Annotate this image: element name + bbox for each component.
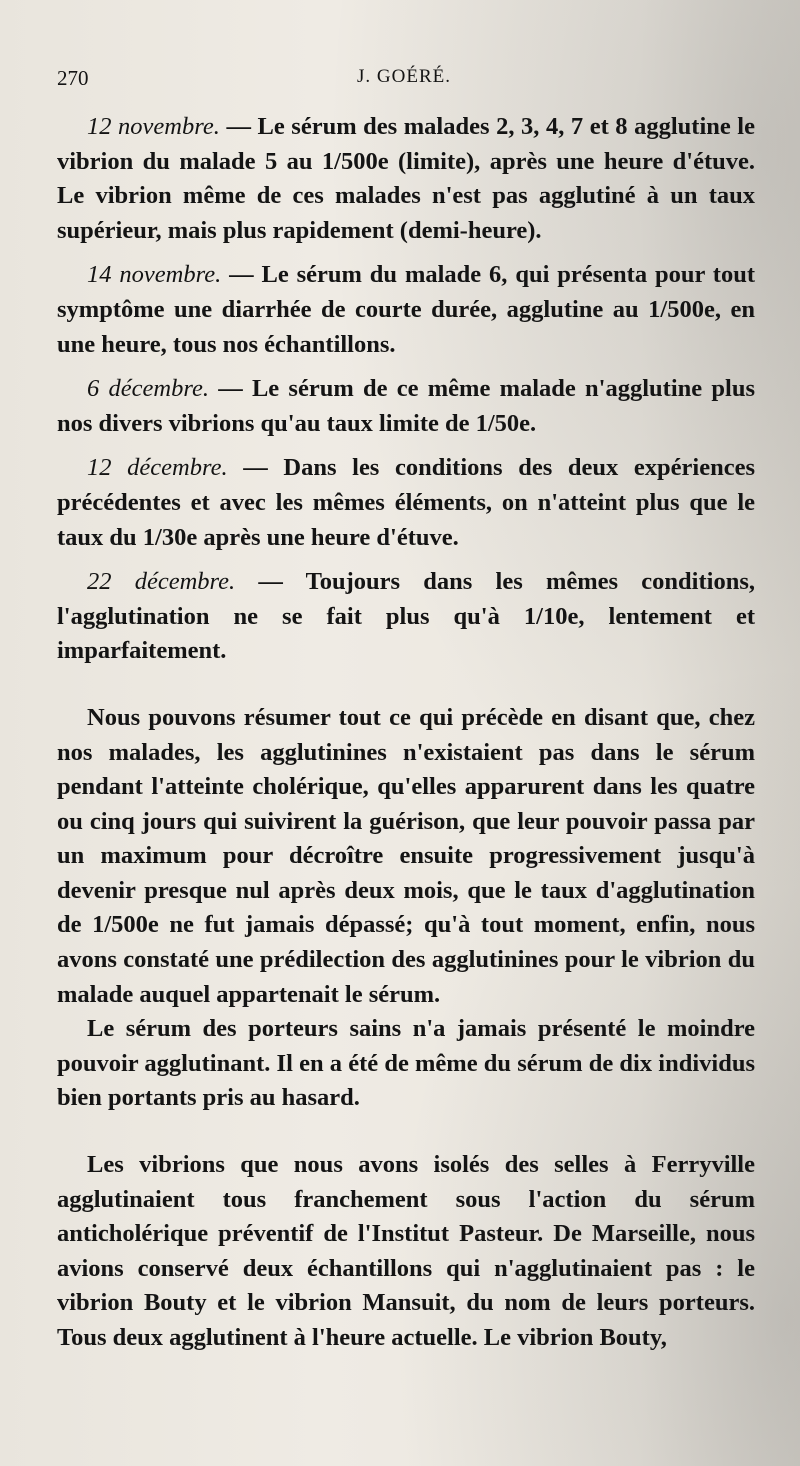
summary-paragraph: Nous pouvons résumer tout ce qui précède en disant que, chez nos malades, les agglutinines n'existaient pas dans le sérum pendant l'atteinte cholérique, qu'elles apparurent dans les quatre ou cinq jours qui suivirent la guérison, que leur pouvoir passa par un maximum pour décroître ensuite progressivement jusqu'à devenir presque nul après deux mois, que le taux d'agglutination de 1/500e ne fut jamais dépassé; qu'à tout moment, enfin, nous avons constaté une prédilection des agglutinines pour le vibrion du malade auquel appartenait le sérum. bbox=[57, 703, 755, 1008]
entry-22-decembre bbox=[57, 565, 755, 669]
entry-12-decembre bbox=[57, 451, 755, 555]
entry-14-novembre bbox=[57, 258, 755, 362]
entry-date: 22 décembre. bbox=[87, 568, 236, 596]
running-head: J. GOÉRÉ. bbox=[357, 66, 451, 87]
body-text bbox=[57, 110, 755, 1356]
entry-date: 12 novembre. bbox=[87, 113, 220, 140]
entry-text: — Dans les conditions des deux expériences précédentes et avec les mêmes éléments, on n'atteint plus que le taux du 1/30e après une heure d'étuve. bbox=[57, 454, 755, 551]
entry-text: — Le sérum de ce même malade n'agglutine plus nos divers vibrions qu'au taux limite de 1/50e. bbox=[57, 375, 755, 437]
entry-date: 12 décembre. bbox=[87, 454, 228, 482]
entry-date: 6 décembre. bbox=[87, 375, 209, 403]
entry-text: — Toujours dans les mêmes conditions, l'agglutination ne se fait plus qu'à 1/10e, lentement et imparfaitement. bbox=[57, 568, 755, 665]
entry-text: — Le sérum du malade 6, qui présenta pour tout symptôme une diarrhée de courte durée, agglutine au 1/500e, en une heure, tous nos échantillons. bbox=[57, 261, 755, 358]
entry-text: — Le sérum des malades 2, 3, 4, 7 et 8 agglutine le vibrion du malade 5 au 1/500e (limite), après une heure d'étuve. Le vibrion même de ces malades n'est pas agglutiné à un taux supérieur, mais plus rapidement (demi-heure). bbox=[57, 113, 755, 244]
page-number: 270 bbox=[57, 66, 89, 90]
vibrions-paragraph: Les vibrions que nous avons isolés des selles à Ferryville agglutinaient tous franchement sous l'action du sérum anticholérique préventif de l'Institut Pasteur. De Marseille, nous avions conservé deux échantillons qui n'agglutinaient pas : le vibrion Bouty et le vibrion Mansuit, du nom de leurs porteurs. Tous deux agglutinent à l'heure actuelle. Le vibrion Bouty, bbox=[57, 1151, 755, 1351]
entry-6-decembre bbox=[57, 372, 755, 441]
entry-12-novembre bbox=[57, 110, 755, 248]
page-header bbox=[57, 66, 757, 96]
healthy-carriers-paragraph: Le sérum des porteurs sains n'a jamais présenté le moindre pouvoir agglutinant. Il en a été de même du sérum de dix individus bien portants pris au hasard. bbox=[57, 1015, 755, 1112]
entry-date: 14 novembre. bbox=[87, 261, 222, 289]
